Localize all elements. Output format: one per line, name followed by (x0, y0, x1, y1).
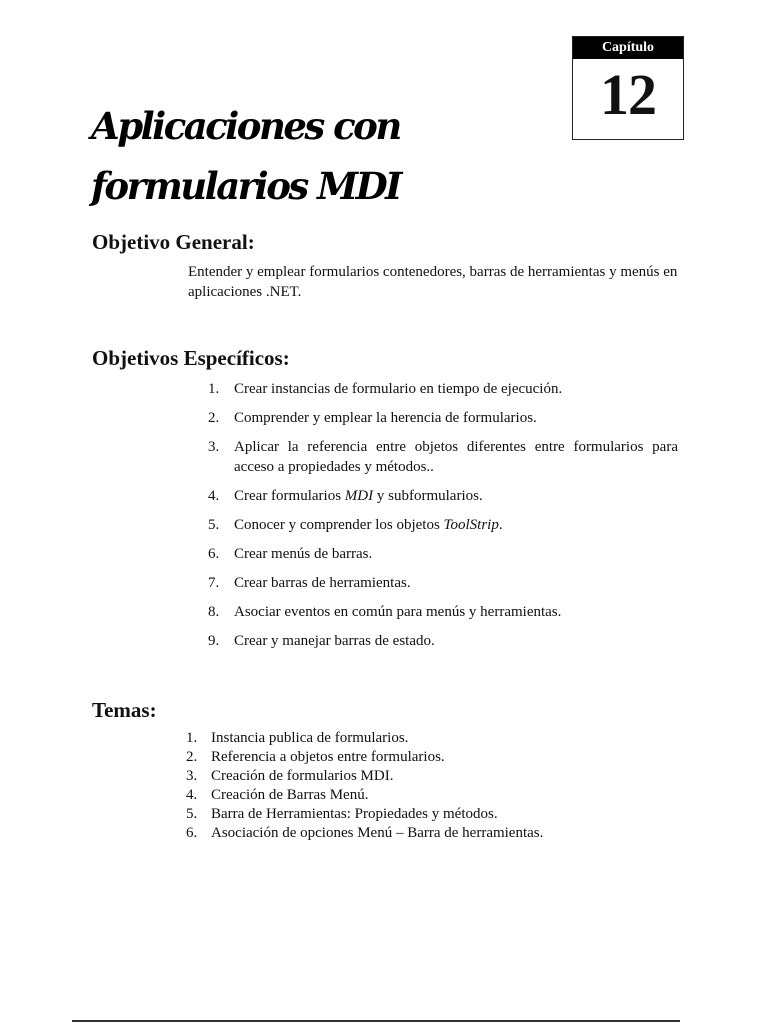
item-text: Referencia a objetos entre formularios. (211, 749, 445, 765)
list-item (186, 824, 606, 843)
chapter-title-line-2: formularios MDI (91, 164, 400, 208)
item-number: 9. (208, 633, 220, 649)
item-number: 6. (208, 546, 220, 562)
item-text: Barra de Herramientas: Propiedades y métodos. (211, 806, 498, 822)
footer-divider (72, 1020, 680, 1022)
item-text: Crear instancias de formulario en tiempo de ejecución. (234, 381, 563, 397)
temas-list (186, 729, 606, 843)
item-text: Crear menús de barras. (234, 546, 373, 562)
item-number: 1. (186, 730, 198, 746)
item-text: Creación de formularios MDI. (211, 768, 394, 784)
list-item (186, 786, 606, 805)
item-text: Asociar eventos en común para menús y herramientas. (234, 604, 562, 620)
item-number: 6. (186, 825, 198, 841)
item-text-emphasis: ToolStrip (443, 517, 499, 533)
list-item (208, 515, 678, 535)
chapter-label: Capítulo (573, 37, 683, 59)
item-number: 1. (208, 381, 220, 397)
list-item (186, 729, 606, 748)
item-number: 2. (208, 410, 220, 426)
item-number: 4. (208, 488, 220, 504)
item-number: 3. (186, 768, 198, 784)
item-text-pre: Conocer y comprender los objetos (234, 517, 444, 533)
list-item (186, 748, 606, 767)
objetivos-especificos-list (208, 379, 678, 660)
item-text: Crear y manejar barras de estado. (234, 633, 435, 649)
chapter-title-line-1: Aplicaciones con (91, 104, 400, 148)
objetivos-especificos-heading: Objetivos Específicos: (92, 346, 290, 370)
list-item (208, 437, 678, 477)
item-text: Crear barras de herramientas. (234, 575, 411, 591)
item-text: Comprender y emplear la herencia de formularios. (234, 410, 537, 426)
list-item (208, 408, 678, 428)
item-text-post: . (498, 517, 503, 533)
list-item (208, 602, 678, 622)
list-item (186, 805, 606, 824)
objetivo-general-heading: Objetivo General: (92, 230, 255, 254)
list-item (208, 544, 678, 564)
list-item (208, 379, 678, 399)
item-text-pre: Crear formularios (234, 488, 345, 504)
chapter-badge (572, 36, 684, 140)
item-text: Aplicar la referencia entre objetos diferentes entre formularios para acceso a propiedades y métodos.. (234, 439, 678, 475)
item-text: Asociación de opciones Menú – Barra de herramientas. (211, 825, 544, 841)
item-text: Creación de Barras Menú. (211, 787, 369, 803)
item-text (234, 488, 483, 504)
list-item (208, 573, 678, 593)
list-item (208, 486, 678, 506)
item-number: 7. (208, 575, 220, 591)
list-item (186, 767, 606, 786)
objetivo-general-text: Entender y emplear formularios contenedores, barras de herramientas y menús en aplicaciones .NET. (188, 264, 678, 300)
item-number: 5. (186, 806, 198, 822)
item-number: 3. (208, 439, 220, 455)
item-number: 5. (208, 517, 220, 533)
list-item (208, 631, 678, 651)
item-text: Instancia publica de formularios. (211, 730, 409, 746)
chapter-title (91, 96, 551, 216)
item-text (234, 517, 503, 533)
item-text-post: y subformularios. (373, 488, 483, 504)
item-number: 8. (208, 604, 220, 620)
item-text-emphasis: MDI (344, 488, 374, 504)
temas-heading: Temas: (92, 698, 157, 722)
item-number: 4. (186, 787, 198, 803)
item-number: 2. (186, 749, 198, 765)
chapter-number: 12 (600, 62, 656, 127)
